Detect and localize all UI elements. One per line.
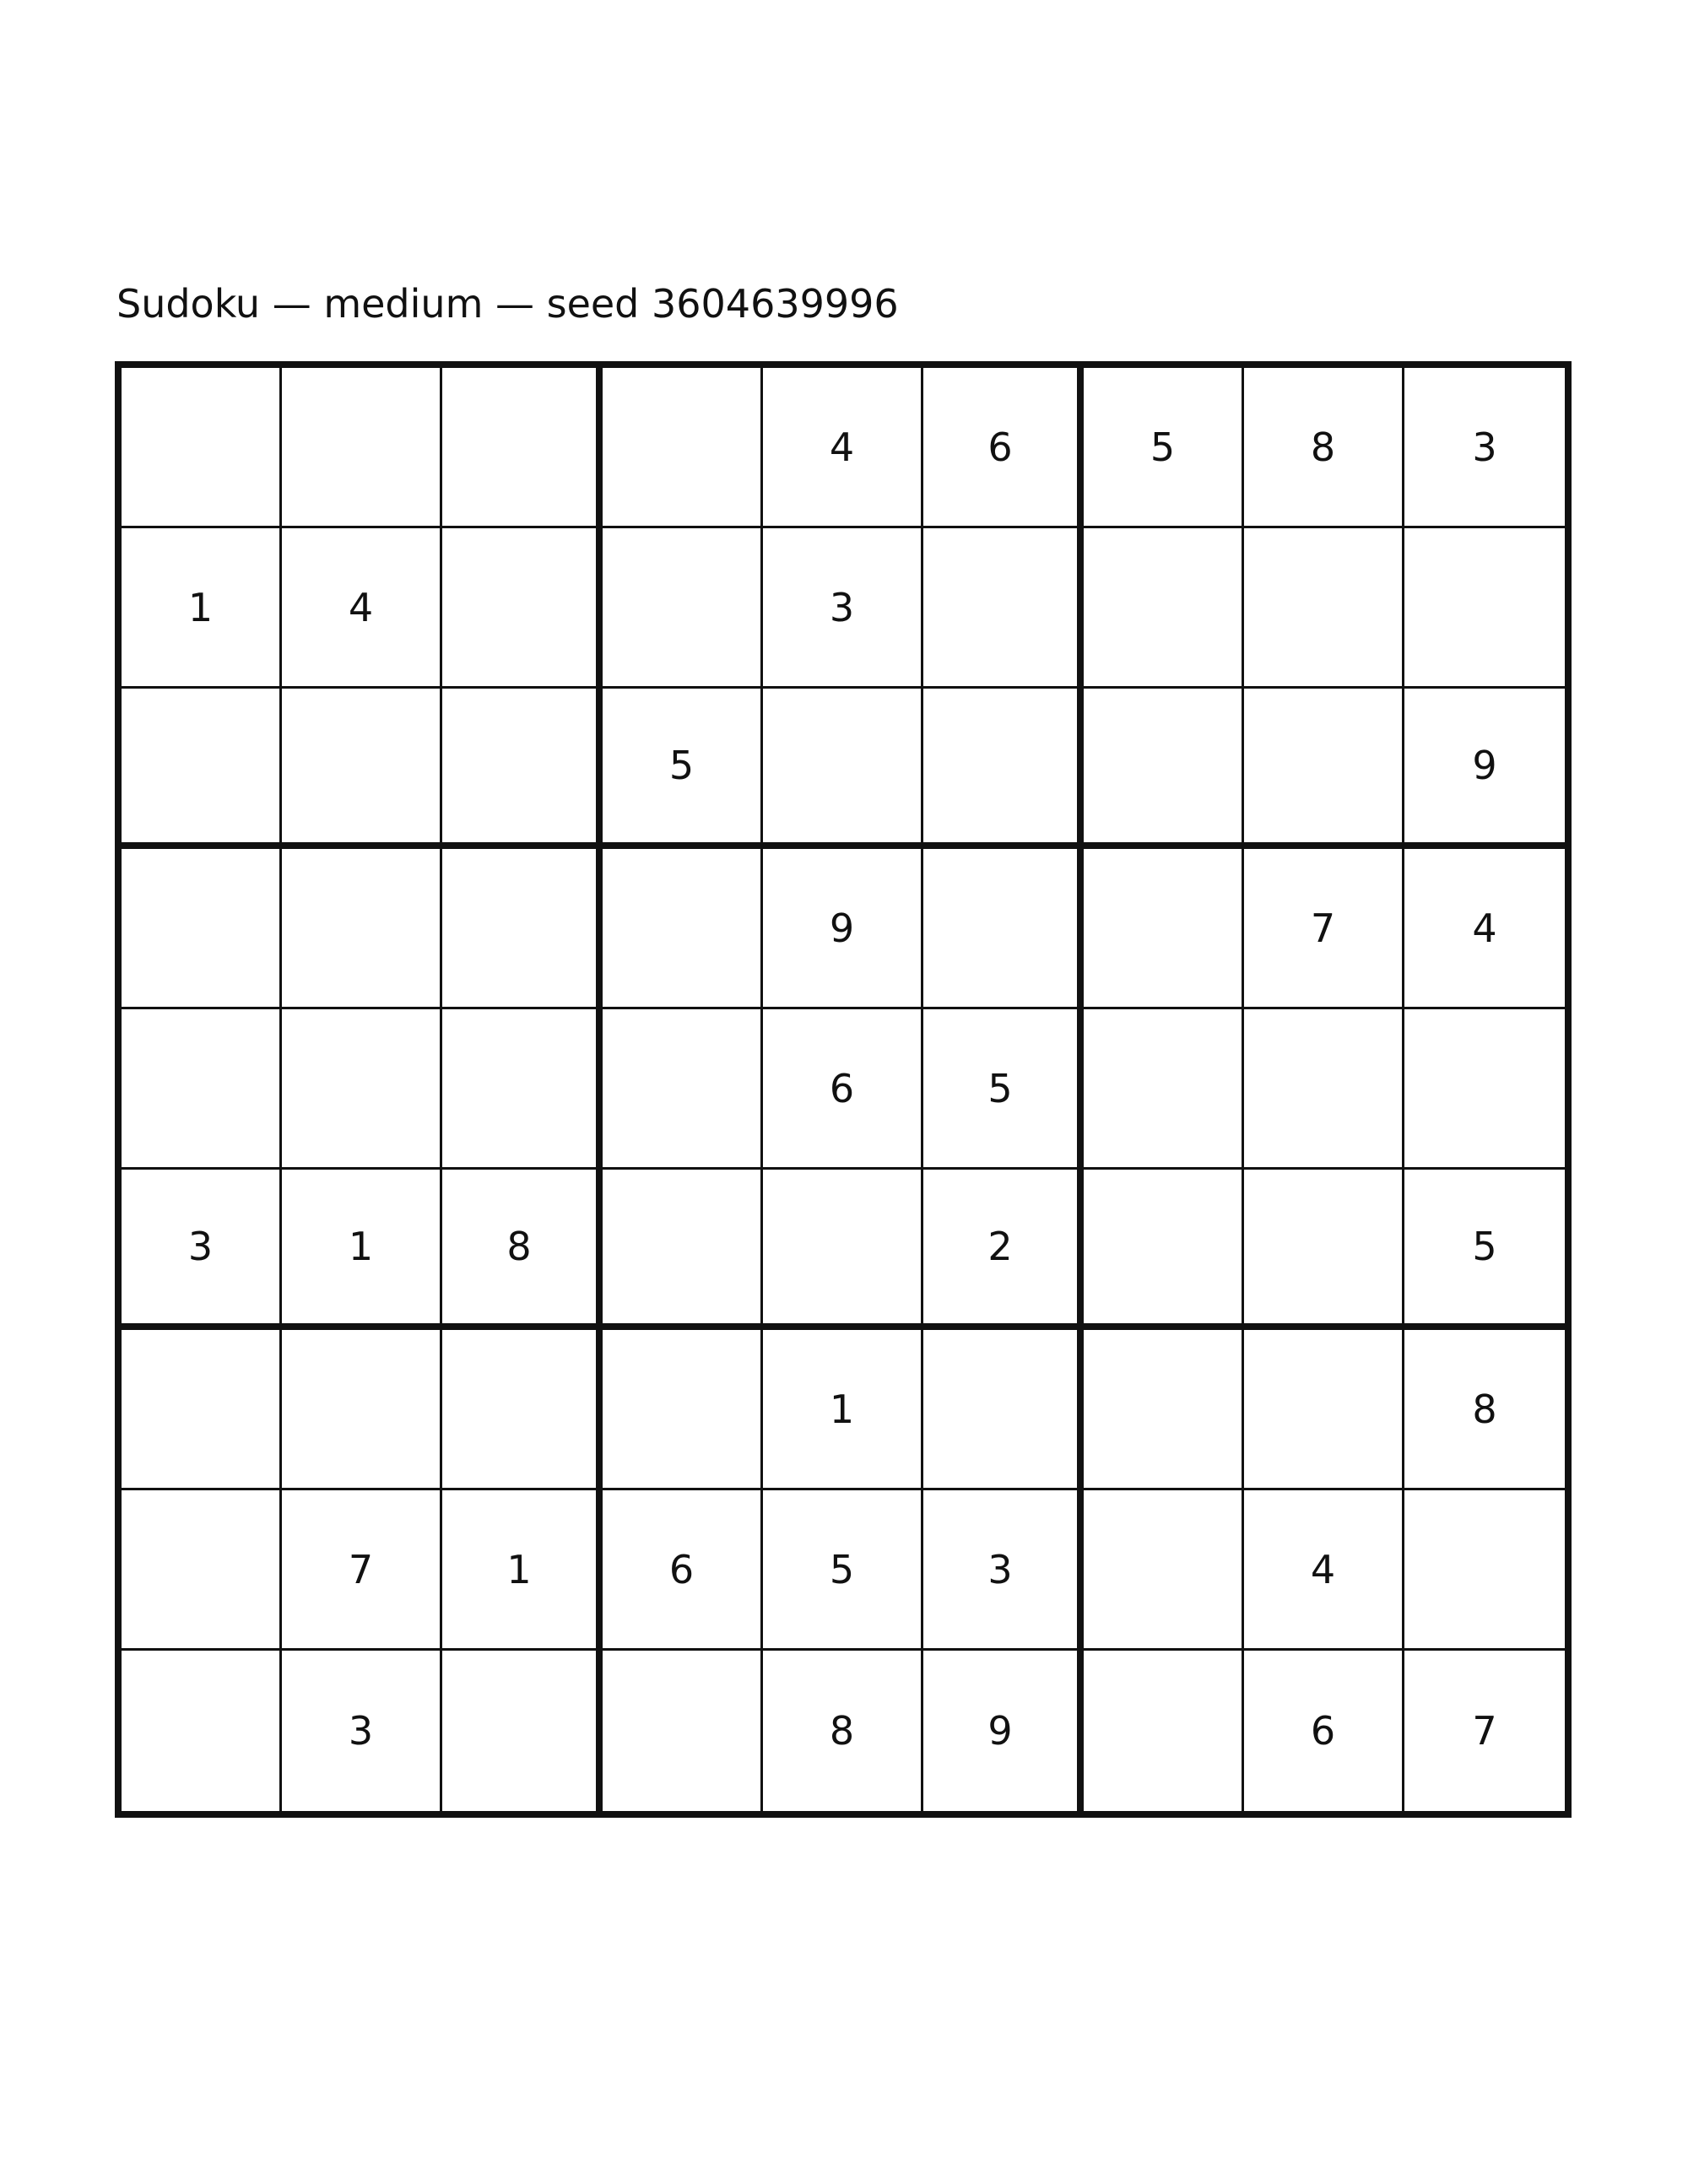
sudoku-cell-r5c1[interactable] (122, 1009, 282, 1170)
sudoku-cell-r7c6[interactable] (923, 1330, 1084, 1490)
sudoku-cell-r7c2[interactable] (282, 1330, 442, 1490)
sudoku-cell-r9c8[interactable]: 6 (1244, 1651, 1404, 1811)
sudoku-cell-r6c6[interactable]: 2 (923, 1170, 1084, 1330)
sudoku-cell-r1c7[interactable]: 5 (1084, 368, 1244, 528)
sudoku-cell-r2c1[interactable]: 1 (122, 528, 282, 689)
sudoku-cell-r8c7[interactable] (1084, 1490, 1244, 1651)
sudoku-cell-r9c3[interactable] (442, 1651, 603, 1811)
sudoku-cell-r5c8[interactable] (1244, 1009, 1404, 1170)
sudoku-cell-r5c4[interactable] (603, 1009, 763, 1170)
sudoku-cell-r1c6[interactable]: 6 (923, 368, 1084, 528)
sudoku-cell-r2c6[interactable] (923, 528, 1084, 689)
sudoku-cell-r3c4[interactable]: 5 (603, 689, 763, 849)
sudoku-cell-r6c8[interactable] (1244, 1170, 1404, 1330)
sudoku-cell-r6c3[interactable]: 8 (442, 1170, 603, 1330)
sudoku-cell-r2c9[interactable] (1404, 528, 1565, 689)
sudoku-cell-r4c1[interactable] (122, 849, 282, 1009)
sudoku-cell-r4c9[interactable]: 4 (1404, 849, 1565, 1009)
sudoku-cell-r2c5[interactable]: 3 (763, 528, 923, 689)
sudoku-cell-r1c1[interactable] (122, 368, 282, 528)
sudoku-cell-r4c6[interactable] (923, 849, 1084, 1009)
sudoku-cell-r7c8[interactable] (1244, 1330, 1404, 1490)
sudoku-cell-r4c4[interactable] (603, 849, 763, 1009)
sudoku-cell-r1c3[interactable] (442, 368, 603, 528)
sudoku-cell-r9c6[interactable]: 9 (923, 1651, 1084, 1811)
sudoku-cell-r2c2[interactable]: 4 (282, 528, 442, 689)
sudoku-cell-r3c7[interactable] (1084, 689, 1244, 849)
sudoku-cell-r5c3[interactable] (442, 1009, 603, 1170)
sudoku-cell-r8c1[interactable] (122, 1490, 282, 1651)
sudoku-cell-r8c8[interactable]: 4 (1244, 1490, 1404, 1651)
sudoku-cell-r5c2[interactable] (282, 1009, 442, 1170)
puzzle-title: Sudoku — medium — seed 3604639996 (116, 281, 899, 327)
sudoku-cell-r6c4[interactable] (603, 1170, 763, 1330)
sudoku-cell-r8c4[interactable]: 6 (603, 1490, 763, 1651)
sudoku-cell-r3c8[interactable] (1244, 689, 1404, 849)
sudoku-cell-r1c8[interactable]: 8 (1244, 368, 1404, 528)
sudoku-cell-r9c9[interactable]: 7 (1404, 1651, 1565, 1811)
sudoku-cell-r7c9[interactable]: 8 (1404, 1330, 1565, 1490)
sudoku-cell-r7c4[interactable] (603, 1330, 763, 1490)
sudoku-cell-r9c1[interactable] (122, 1651, 282, 1811)
sudoku-cell-r3c6[interactable] (923, 689, 1084, 849)
sudoku-cell-r3c5[interactable] (763, 689, 923, 849)
sudoku-cell-r6c5[interactable] (763, 1170, 923, 1330)
sudoku-cell-r1c9[interactable]: 3 (1404, 368, 1565, 528)
sudoku-cell-r5c9[interactable] (1404, 1009, 1565, 1170)
sudoku-cell-r1c5[interactable]: 4 (763, 368, 923, 528)
sudoku-cell-r7c3[interactable] (442, 1330, 603, 1490)
sudoku-cell-r7c1[interactable] (122, 1330, 282, 1490)
sudoku-cell-r1c4[interactable] (603, 368, 763, 528)
sudoku-cell-r3c9[interactable]: 9 (1404, 689, 1565, 849)
sudoku-cell-r3c2[interactable] (282, 689, 442, 849)
sudoku-cell-r5c7[interactable] (1084, 1009, 1244, 1170)
sudoku-cell-r7c7[interactable] (1084, 1330, 1244, 1490)
sudoku-board (115, 361, 1572, 1818)
sudoku-cell-r3c3[interactable] (442, 689, 603, 849)
sudoku-cell-r1c2[interactable] (282, 368, 442, 528)
sudoku-cell-r8c6[interactable]: 3 (923, 1490, 1084, 1651)
sudoku-cell-r9c2[interactable]: 3 (282, 1651, 442, 1811)
sudoku-cell-r8c3[interactable]: 1 (442, 1490, 603, 1651)
sudoku-cell-r2c3[interactable] (442, 528, 603, 689)
sudoku-cell-r4c8[interactable]: 7 (1244, 849, 1404, 1009)
sudoku-cell-r4c7[interactable] (1084, 849, 1244, 1009)
sudoku-cell-r4c5[interactable]: 9 (763, 849, 923, 1009)
sudoku-cell-r5c5[interactable]: 6 (763, 1009, 923, 1170)
sudoku-cell-r6c1[interactable]: 3 (122, 1170, 282, 1330)
sudoku-cell-r3c1[interactable] (122, 689, 282, 849)
sudoku-cell-r7c5[interactable]: 1 (763, 1330, 923, 1490)
sudoku-cell-r6c7[interactable] (1084, 1170, 1244, 1330)
sudoku-cell-r9c7[interactable] (1084, 1651, 1244, 1811)
sudoku-cell-r9c5[interactable]: 8 (763, 1651, 923, 1811)
sudoku-cell-r2c4[interactable] (603, 528, 763, 689)
sudoku-cell-r2c8[interactable] (1244, 528, 1404, 689)
sudoku-cell-r4c2[interactable] (282, 849, 442, 1009)
sudoku-cell-r5c6[interactable]: 5 (923, 1009, 1084, 1170)
sudoku-cell-r8c2[interactable]: 7 (282, 1490, 442, 1651)
sudoku-cell-r2c7[interactable] (1084, 528, 1244, 689)
sudoku-cell-r9c4[interactable] (603, 1651, 763, 1811)
sudoku-cell-r8c5[interactable]: 5 (763, 1490, 923, 1651)
sudoku-cell-r8c9[interactable] (1404, 1490, 1565, 1651)
sudoku-cell-r6c9[interactable]: 5 (1404, 1170, 1565, 1330)
sudoku-cell-r6c2[interactable]: 1 (282, 1170, 442, 1330)
sudoku-cell-r4c3[interactable] (442, 849, 603, 1009)
